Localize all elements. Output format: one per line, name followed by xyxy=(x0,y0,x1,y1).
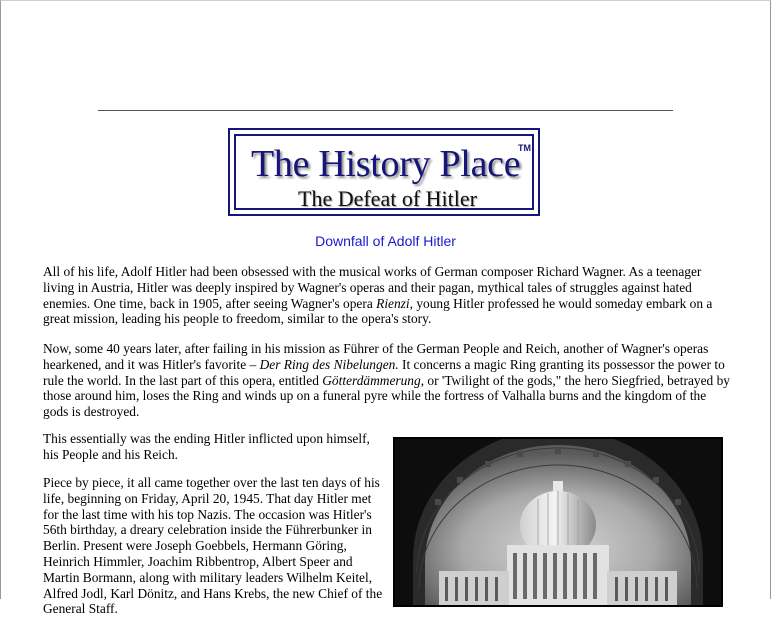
horizontal-rule xyxy=(98,110,673,111)
banner-title: The History Place xyxy=(251,143,521,185)
opera-title: Rienzi xyxy=(376,295,410,311)
text-run: All of his life, Adolf Hitler had been obsessed with the musical works of German composer Richard Wagner. As a teenager living in Austria, Hitler was deeply inspired by Wagner's operas and their pagan, mythical tales of struggles against hated enemies. One time, back in 1905, after seeing Wagner's opera xyxy=(43,264,702,311)
historical-photo xyxy=(393,437,723,607)
banner-inner-border xyxy=(234,134,534,210)
page-heading: Downfall of Adolf Hitler xyxy=(315,233,456,249)
paragraph-ring xyxy=(43,341,733,420)
opera-title: Götterdämmerung xyxy=(322,372,421,388)
banner-subtitle: The Defeat of Hitler xyxy=(298,186,477,211)
text-run: , young Hitler professed he would someday embark on a great mission, leading his people to freedom, similar to the opera's story. xyxy=(43,295,713,327)
text-run: Now, some 40 years later, after failing in his mission as Führer of the German People and Reich, another of Wagner's operas hearkened, and it was Hitler's favorite – xyxy=(43,341,709,372)
trademark-mark: TM xyxy=(518,143,531,153)
site-banner-logo[interactable] xyxy=(228,128,540,216)
opera-title: Der Ring des Nibelungen. xyxy=(259,356,399,372)
text-run: , or 'Twilight of the gods," the hero Siegfried, betrayed by those around him, loses the Ring and winds up on a funeral pyre while the fortress of Valhalla burns and the kingdom of the gods is destroyed. xyxy=(43,372,730,420)
photo-illustration xyxy=(395,439,721,605)
paragraph-ending: This essentially was the ending Hitler inflicted upon himself, his People and his Reich. xyxy=(43,431,370,462)
paragraph-final-days: Piece by piece, it all came together over the last ten days of his life, beginning on Friday, April 20, 1945. That day Hitler met for the last time with his top Nazis. The occasion was Hitler's 56th birthday, a dreary celebration inside the Führerbunker in Berlin. Present were Joseph Goebbels, Hermann Göring, Heinrich Himmler, Joachim Ribbentrop, Albert Speer and Martin Bormann, along with military leaders Wilhelm Keitel, Alfred Jodl, Karl Dönitz, and Hans Krebs, the new Chief of the General Staff. xyxy=(43,475,383,617)
paragraph-intro xyxy=(43,264,733,327)
text-run: It concerns a magic Ring granting its possessor the power to rule the world. In the last part of this opera, entitled xyxy=(43,356,725,388)
